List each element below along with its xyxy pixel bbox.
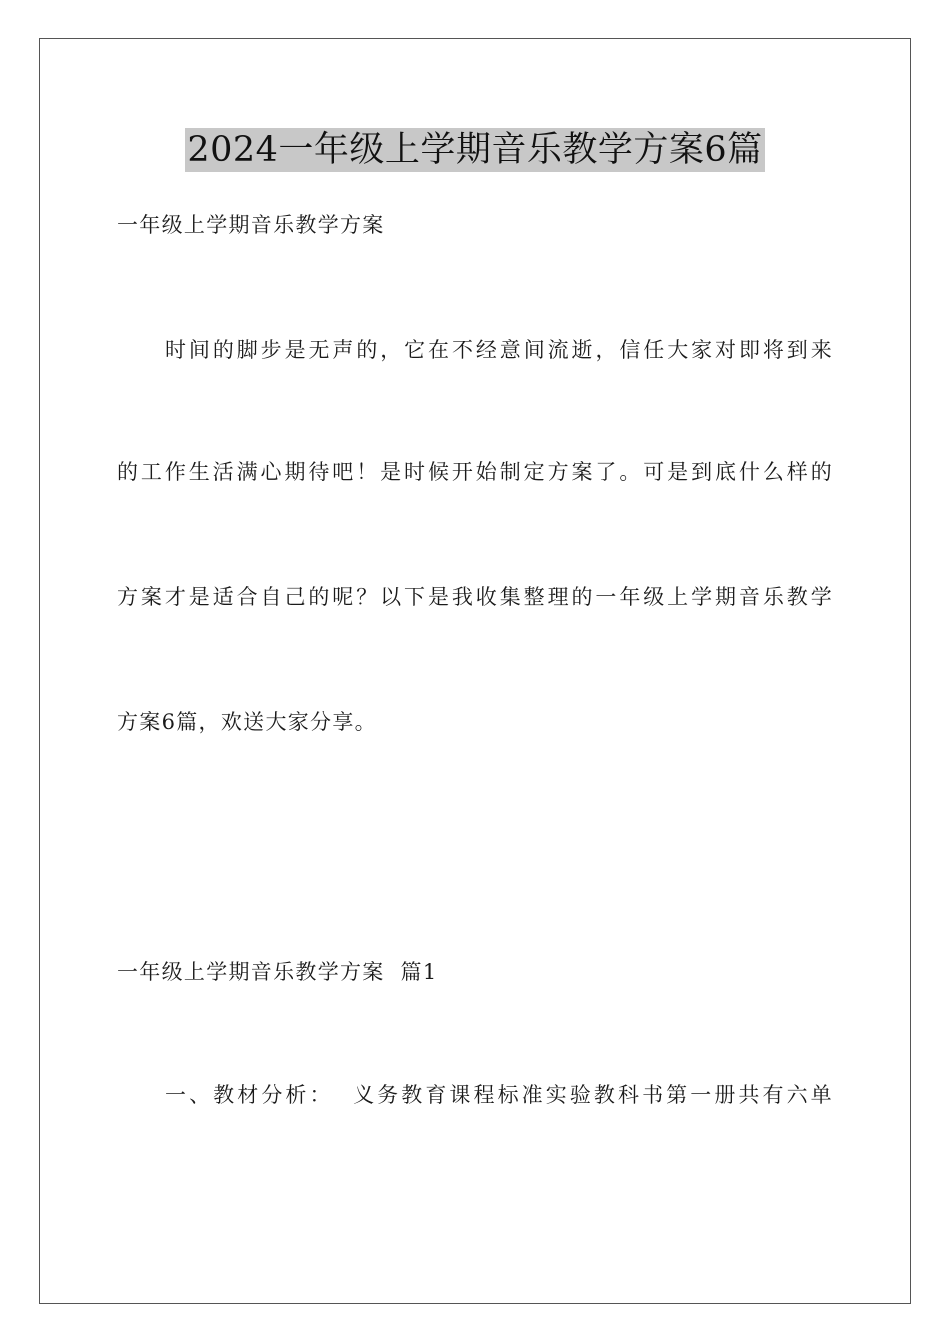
intro-line-3: 方案才是适合自己的呢？以下是我收集整理的一年级上学期音乐教学 xyxy=(117,585,833,609)
document-title: 2024一年级上学期音乐教学方案6篇 xyxy=(187,130,763,170)
intro-line-4: 方案6篇，欢送大家分享。 xyxy=(117,710,377,734)
section-heading: 一年级上学期音乐教学方案 篇1 xyxy=(117,960,438,984)
title-block xyxy=(0,128,950,172)
document-subtitle: 一年级上学期音乐教学方案 xyxy=(117,213,385,237)
intro-line-2: 的工作生活满心期待吧！是时候开始制定方案了。可是到底什么样的 xyxy=(117,460,833,484)
section-first-line: 一、教材分析： 义务教育课程标准实验教科书第一册共有六单 xyxy=(165,1083,833,1107)
intro-line-1: 时间的脚步是无声的，它在不经意间流逝，信任大家对即将到来 xyxy=(165,338,833,362)
